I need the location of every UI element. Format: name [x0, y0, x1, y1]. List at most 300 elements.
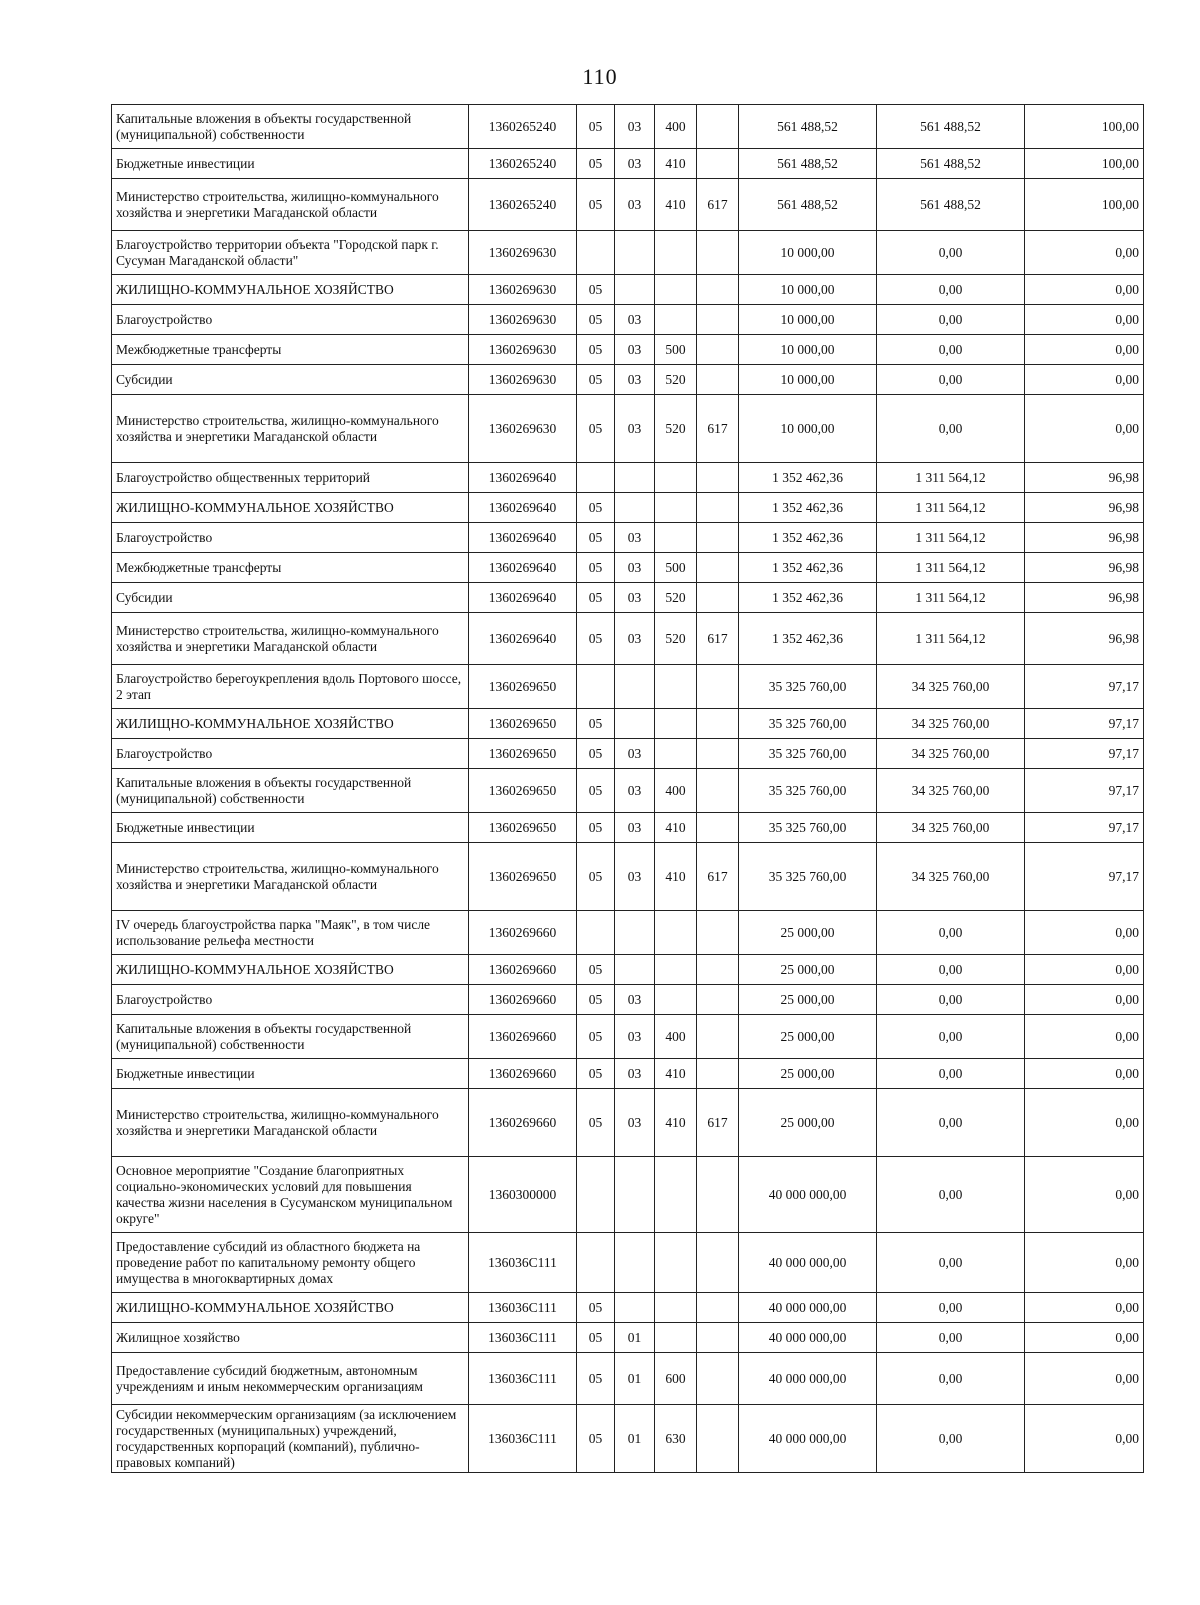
page-number: 110: [582, 64, 618, 89]
row-subsection: 03: [615, 149, 655, 179]
row-plan-amount: 10 000,00: [739, 395, 877, 463]
row-fact-amount: 1 311 564,12: [877, 523, 1025, 553]
row-department: [697, 911, 739, 955]
row-department: [697, 275, 739, 305]
row-expense-type: [655, 985, 697, 1015]
table-row: [112, 665, 1144, 709]
row-department: [697, 105, 739, 149]
row-fact-amount: 561 488,52: [877, 105, 1025, 149]
row-department: [697, 769, 739, 813]
table-row: [112, 843, 1144, 911]
row-fact-amount: 0,00: [877, 1233, 1025, 1293]
row-target-code: 1360269660: [469, 1059, 577, 1089]
row-department: 617: [697, 179, 739, 231]
row-name: Благоустройство: [112, 523, 469, 553]
table-row: [112, 463, 1144, 493]
row-subsection: 03: [615, 365, 655, 395]
row-plan-amount: 1 352 462,36: [739, 553, 877, 583]
row-expense-type: [655, 275, 697, 305]
row-target-code: 1360269640: [469, 613, 577, 665]
row-name: Предоставление субсидий бюджетным, автономным учреждениям и иным некоммерческим организациям: [112, 1353, 469, 1405]
row-section: 05: [577, 149, 615, 179]
row-percent: 0,00: [1025, 231, 1144, 275]
row-department: [697, 231, 739, 275]
row-subsection: 03: [615, 1015, 655, 1059]
row-subsection: 03: [615, 613, 655, 665]
table-row: [112, 1293, 1144, 1323]
row-name: Благоустройство: [112, 305, 469, 335]
row-percent: 0,00: [1025, 335, 1144, 365]
row-plan-amount: 40 000 000,00: [739, 1293, 877, 1323]
row-expense-type: [655, 305, 697, 335]
row-department: 617: [697, 395, 739, 463]
row-subsection: [615, 463, 655, 493]
row-fact-amount: 0,00: [877, 1059, 1025, 1089]
row-subsection: 03: [615, 1089, 655, 1157]
row-subsection: 03: [615, 843, 655, 911]
row-fact-amount: 561 488,52: [877, 179, 1025, 231]
row-expense-type: [655, 231, 697, 275]
row-expense-type: [655, 739, 697, 769]
row-percent: 0,00: [1025, 911, 1144, 955]
row-expense-type: [655, 493, 697, 523]
row-name: Министерство строительства, жилищно-коммунального хозяйства и энергетики Магаданской области: [112, 179, 469, 231]
row-section: [577, 231, 615, 275]
row-fact-amount: 561 488,52: [877, 149, 1025, 179]
row-plan-amount: 25 000,00: [739, 1089, 877, 1157]
row-expense-type: [655, 463, 697, 493]
row-expense-type: 410: [655, 843, 697, 911]
table-row: [112, 1233, 1144, 1293]
row-fact-amount: 0,00: [877, 395, 1025, 463]
row-section: 05: [577, 553, 615, 583]
table-row: [112, 365, 1144, 395]
row-plan-amount: 35 325 760,00: [739, 813, 877, 843]
row-percent: 0,00: [1025, 1293, 1144, 1323]
row-fact-amount: 34 325 760,00: [877, 709, 1025, 739]
row-subsection: [615, 275, 655, 305]
row-name: Бюджетные инвестиции: [112, 149, 469, 179]
row-department: [697, 493, 739, 523]
row-subsection: 03: [615, 739, 655, 769]
table-row: [112, 1059, 1144, 1089]
row-target-code: 136036С111: [469, 1293, 577, 1323]
row-target-code: 1360269630: [469, 395, 577, 463]
row-section: 05: [577, 305, 615, 335]
row-section: 05: [577, 365, 615, 395]
table-row: [112, 305, 1144, 335]
row-name: Бюджетные инвестиции: [112, 813, 469, 843]
row-fact-amount: 0,00: [877, 1157, 1025, 1233]
table-row: [112, 1353, 1144, 1405]
row-percent: 0,00: [1025, 1015, 1144, 1059]
row-expense-type: [655, 1293, 697, 1323]
row-name: Межбюджетные трансферты: [112, 553, 469, 583]
row-plan-amount: 1 352 462,36: [739, 523, 877, 553]
row-plan-amount: 10 000,00: [739, 231, 877, 275]
row-fact-amount: 0,00: [877, 955, 1025, 985]
table-row: [112, 709, 1144, 739]
row-fact-amount: 0,00: [877, 231, 1025, 275]
row-name: ЖИЛИЩНО-КОММУНАЛЬНОЕ ХОЗЯЙСТВО: [112, 493, 469, 523]
row-section: 05: [577, 955, 615, 985]
row-target-code: 136036С111: [469, 1233, 577, 1293]
row-department: [697, 665, 739, 709]
row-name: Жилищное хозяйство: [112, 1323, 469, 1353]
table-row: [112, 911, 1144, 955]
row-percent: 100,00: [1025, 149, 1144, 179]
row-section: 05: [577, 335, 615, 365]
row-plan-amount: 40 000 000,00: [739, 1323, 877, 1353]
row-subsection: 03: [615, 523, 655, 553]
row-expense-type: 500: [655, 553, 697, 583]
row-expense-type: 520: [655, 613, 697, 665]
row-department: [697, 739, 739, 769]
row-name: ЖИЛИЩНО-КОММУНАЛЬНОЕ ХОЗЯЙСТВО: [112, 709, 469, 739]
row-department: [697, 1405, 739, 1473]
row-department: 617: [697, 1089, 739, 1157]
row-target-code: 1360269650: [469, 709, 577, 739]
row-percent: 96,98: [1025, 553, 1144, 583]
row-department: [697, 985, 739, 1015]
row-percent: 97,17: [1025, 665, 1144, 709]
row-fact-amount: 34 325 760,00: [877, 739, 1025, 769]
row-name: Министерство строительства, жилищно-коммунального хозяйства и энергетики Магаданской области: [112, 1089, 469, 1157]
table-row: [112, 1323, 1144, 1353]
row-section: 05: [577, 395, 615, 463]
row-percent: 0,00: [1025, 1323, 1144, 1353]
row-subsection: [615, 1293, 655, 1323]
row-percent: 0,00: [1025, 275, 1144, 305]
row-plan-amount: 561 488,52: [739, 149, 877, 179]
row-percent: 0,00: [1025, 395, 1144, 463]
budget-table-body: [112, 105, 1144, 1473]
row-subsection: 03: [615, 553, 655, 583]
row-section: 05: [577, 1089, 615, 1157]
row-department: [697, 149, 739, 179]
row-target-code: 1360269640: [469, 463, 577, 493]
row-section: [577, 1233, 615, 1293]
row-name: Субсидии некоммерческим организациям (за исключением государственных (муниципальных) учреждений, государственных корпораций (компаний), публично-правовых компаний): [112, 1405, 469, 1473]
row-name: Бюджетные инвестиции: [112, 1059, 469, 1089]
table-row: [112, 613, 1144, 665]
row-expense-type: [655, 523, 697, 553]
row-plan-amount: 35 325 760,00: [739, 739, 877, 769]
row-fact-amount: 1 311 564,12: [877, 613, 1025, 665]
row-plan-amount: 10 000,00: [739, 305, 877, 335]
row-section: 05: [577, 709, 615, 739]
row-name: Благоустройство: [112, 985, 469, 1015]
row-expense-type: 520: [655, 395, 697, 463]
row-expense-type: 400: [655, 769, 697, 813]
row-expense-type: 400: [655, 105, 697, 149]
table-row: [112, 813, 1144, 843]
row-fact-amount: 1 311 564,12: [877, 493, 1025, 523]
row-department: [697, 1323, 739, 1353]
row-plan-amount: 1 352 462,36: [739, 613, 877, 665]
row-target-code: 1360269640: [469, 493, 577, 523]
row-subsection: 03: [615, 813, 655, 843]
row-name: Благоустройство общественных территорий: [112, 463, 469, 493]
row-target-code: 136036С111: [469, 1353, 577, 1405]
row-section: [577, 911, 615, 955]
row-percent: 0,00: [1025, 1089, 1144, 1157]
row-section: [577, 1157, 615, 1233]
row-fact-amount: 34 325 760,00: [877, 843, 1025, 911]
budget-table: [111, 104, 1144, 1473]
row-name: Субсидии: [112, 365, 469, 395]
row-plan-amount: 1 352 462,36: [739, 493, 877, 523]
row-subsection: 01: [615, 1405, 655, 1473]
row-subsection: 01: [615, 1353, 655, 1405]
row-expense-type: [655, 1157, 697, 1233]
row-plan-amount: 561 488,52: [739, 179, 877, 231]
row-plan-amount: 25 000,00: [739, 955, 877, 985]
table-row: [112, 553, 1144, 583]
row-fact-amount: 0,00: [877, 1293, 1025, 1323]
row-target-code: 1360269630: [469, 365, 577, 395]
row-percent: 0,00: [1025, 1353, 1144, 1405]
row-plan-amount: 40 000 000,00: [739, 1405, 877, 1473]
row-department: [697, 553, 739, 583]
row-section: 05: [577, 275, 615, 305]
row-target-code: 1360269650: [469, 843, 577, 911]
row-percent: 0,00: [1025, 1233, 1144, 1293]
row-target-code: 136036С111: [469, 1405, 577, 1473]
row-department: [697, 305, 739, 335]
row-percent: 96,98: [1025, 493, 1144, 523]
row-name: Капитальные вложения в объекты государственной (муниципальной) собственности: [112, 1015, 469, 1059]
row-target-code: 1360265240: [469, 149, 577, 179]
row-subsection: 03: [615, 305, 655, 335]
row-department: [697, 1015, 739, 1059]
row-subsection: 03: [615, 335, 655, 365]
table-row: [112, 493, 1144, 523]
row-plan-amount: 35 325 760,00: [739, 709, 877, 739]
row-fact-amount: 34 325 760,00: [877, 769, 1025, 813]
row-expense-type: 630: [655, 1405, 697, 1473]
row-percent: 0,00: [1025, 305, 1144, 335]
row-name: IV очередь благоустройства парка "Маяк", в том числе использование рельефа местности: [112, 911, 469, 955]
row-target-code: 1360265240: [469, 105, 577, 149]
row-section: 05: [577, 985, 615, 1015]
table-row: [112, 231, 1144, 275]
row-department: [697, 1233, 739, 1293]
row-fact-amount: 0,00: [877, 305, 1025, 335]
row-plan-amount: 1 352 462,36: [739, 583, 877, 613]
row-section: [577, 463, 615, 493]
row-percent: 97,17: [1025, 813, 1144, 843]
table-row: [112, 149, 1144, 179]
row-subsection: 03: [615, 105, 655, 149]
row-expense-type: 520: [655, 583, 697, 613]
row-fact-amount: 1 311 564,12: [877, 583, 1025, 613]
row-expense-type: 410: [655, 1059, 697, 1089]
row-fact-amount: 0,00: [877, 1089, 1025, 1157]
table-row: [112, 395, 1144, 463]
table-row: [112, 769, 1144, 813]
row-plan-amount: 10 000,00: [739, 275, 877, 305]
row-percent: 100,00: [1025, 179, 1144, 231]
row-target-code: 1360269650: [469, 665, 577, 709]
row-plan-amount: 10 000,00: [739, 335, 877, 365]
row-percent: 0,00: [1025, 955, 1144, 985]
row-department: 617: [697, 843, 739, 911]
row-department: [697, 523, 739, 553]
row-expense-type: 500: [655, 335, 697, 365]
row-percent: 0,00: [1025, 1059, 1144, 1089]
row-target-code: 1360269660: [469, 1015, 577, 1059]
row-expense-type: [655, 1323, 697, 1353]
row-target-code: 1360269650: [469, 739, 577, 769]
row-name: ЖИЛИЩНО-КОММУНАЛЬНОЕ ХОЗЯЙСТВО: [112, 275, 469, 305]
row-name: Основное мероприятие "Создание благоприятных социально-экономических условий для повышения качества жизни населения в Сусуманском муниципальном округе": [112, 1157, 469, 1233]
row-fact-amount: 34 325 760,00: [877, 813, 1025, 843]
row-section: 05: [577, 583, 615, 613]
row-plan-amount: 35 325 760,00: [739, 665, 877, 709]
row-department: [697, 1059, 739, 1089]
table-row: [112, 179, 1144, 231]
row-subsection: [615, 1157, 655, 1233]
row-expense-type: [655, 709, 697, 739]
row-fact-amount: 34 325 760,00: [877, 665, 1025, 709]
row-subsection: [615, 955, 655, 985]
row-plan-amount: 561 488,52: [739, 105, 877, 149]
row-fact-amount: 0,00: [877, 1353, 1025, 1405]
row-expense-type: 400: [655, 1015, 697, 1059]
row-percent: 96,98: [1025, 583, 1144, 613]
row-target-code: 1360269630: [469, 305, 577, 335]
table-row: [112, 1405, 1144, 1473]
row-name: ЖИЛИЩНО-КОММУНАЛЬНОЕ ХОЗЯЙСТВО: [112, 1293, 469, 1323]
row-department: [697, 955, 739, 985]
row-section: 05: [577, 1015, 615, 1059]
row-name: Капитальные вложения в объекты государственной (муниципальной) собственности: [112, 105, 469, 149]
row-name: Министерство строительства, жилищно-коммунального хозяйства и энергетики Магаданской области: [112, 395, 469, 463]
row-target-code: 1360269650: [469, 813, 577, 843]
row-section: 05: [577, 769, 615, 813]
row-section: 05: [577, 493, 615, 523]
row-percent: 0,00: [1025, 985, 1144, 1015]
row-subsection: 03: [615, 395, 655, 463]
row-expense-type: [655, 955, 697, 985]
row-percent: 0,00: [1025, 1405, 1144, 1473]
row-department: [697, 813, 739, 843]
row-fact-amount: 0,00: [877, 275, 1025, 305]
row-plan-amount: 25 000,00: [739, 1015, 877, 1059]
row-fact-amount: 0,00: [877, 1323, 1025, 1353]
row-name: Благоустройство: [112, 739, 469, 769]
row-percent: 0,00: [1025, 1157, 1144, 1233]
row-percent: 97,17: [1025, 739, 1144, 769]
table-row: [112, 955, 1144, 985]
row-section: [577, 665, 615, 709]
row-plan-amount: 10 000,00: [739, 365, 877, 395]
row-percent: 0,00: [1025, 365, 1144, 395]
row-plan-amount: 40 000 000,00: [739, 1157, 877, 1233]
row-plan-amount: 40 000 000,00: [739, 1353, 877, 1405]
row-name: Предоставление субсидий из областного бюджета на проведение работ по капитальному ремонту общего имущества в многоквартирных домах: [112, 1233, 469, 1293]
table-row: [112, 739, 1144, 769]
row-section: 05: [577, 523, 615, 553]
row-name: Капитальные вложения в объекты государственной (муниципальной) собственности: [112, 769, 469, 813]
row-name: Благоустройство территории объекта "Городской парк г. Сусуман Магаданской области": [112, 231, 469, 275]
row-target-code: 1360269660: [469, 985, 577, 1015]
row-plan-amount: 25 000,00: [739, 911, 877, 955]
table-row: [112, 105, 1144, 149]
row-section: 05: [577, 813, 615, 843]
row-percent: 97,17: [1025, 709, 1144, 739]
table-row: [112, 523, 1144, 553]
row-section: 05: [577, 1405, 615, 1473]
row-target-code: 1360269660: [469, 955, 577, 985]
row-target-code: 1360269640: [469, 553, 577, 583]
row-name: Министерство строительства, жилищно-коммунального хозяйства и энергетики Магаданской области: [112, 843, 469, 911]
row-subsection: 03: [615, 769, 655, 813]
row-expense-type: 600: [655, 1353, 697, 1405]
row-subsection: [615, 231, 655, 275]
row-target-code: 1360269660: [469, 911, 577, 955]
row-subsection: 03: [615, 1059, 655, 1089]
row-subsection: 03: [615, 583, 655, 613]
row-section: 05: [577, 1323, 615, 1353]
row-target-code: 1360269630: [469, 231, 577, 275]
row-target-code: 1360269660: [469, 1089, 577, 1157]
row-fact-amount: 1 311 564,12: [877, 553, 1025, 583]
row-fact-amount: 0,00: [877, 335, 1025, 365]
row-target-code: 1360265240: [469, 179, 577, 231]
row-plan-amount: 35 325 760,00: [739, 843, 877, 911]
row-expense-type: 410: [655, 1089, 697, 1157]
row-name: Министерство строительства, жилищно-коммунального хозяйства и энергетики Магаданской области: [112, 613, 469, 665]
row-target-code: 1360300000: [469, 1157, 577, 1233]
row-section: 05: [577, 843, 615, 911]
row-department: [697, 1293, 739, 1323]
row-fact-amount: 0,00: [877, 365, 1025, 395]
row-section: 05: [577, 1353, 615, 1405]
row-plan-amount: 25 000,00: [739, 1059, 877, 1089]
row-expense-type: [655, 911, 697, 955]
row-target-code: 136036С111: [469, 1323, 577, 1353]
row-subsection: 03: [615, 179, 655, 231]
row-name: Межбюджетные трансферты: [112, 335, 469, 365]
row-expense-type: [655, 1233, 697, 1293]
row-expense-type: [655, 665, 697, 709]
row-department: [697, 1353, 739, 1405]
row-target-code: 1360269630: [469, 335, 577, 365]
row-fact-amount: 0,00: [877, 985, 1025, 1015]
row-percent: 96,98: [1025, 613, 1144, 665]
row-name: ЖИЛИЩНО-КОММУНАЛЬНОЕ ХОЗЯЙСТВО: [112, 955, 469, 985]
row-department: [697, 1157, 739, 1233]
row-expense-type: 520: [655, 365, 697, 395]
row-fact-amount: 0,00: [877, 1015, 1025, 1059]
row-subsection: 03: [615, 985, 655, 1015]
row-subsection: [615, 709, 655, 739]
row-percent: 100,00: [1025, 105, 1144, 149]
row-plan-amount: 1 352 462,36: [739, 463, 877, 493]
row-percent: 97,17: [1025, 843, 1144, 911]
row-department: [697, 463, 739, 493]
row-target-code: 1360269640: [469, 523, 577, 553]
row-department: 617: [697, 613, 739, 665]
row-percent: 97,17: [1025, 769, 1144, 813]
row-section: 05: [577, 1059, 615, 1089]
table-row: [112, 1157, 1144, 1233]
table-row: [112, 275, 1144, 305]
table-row: [112, 985, 1144, 1015]
row-percent: 96,98: [1025, 463, 1144, 493]
